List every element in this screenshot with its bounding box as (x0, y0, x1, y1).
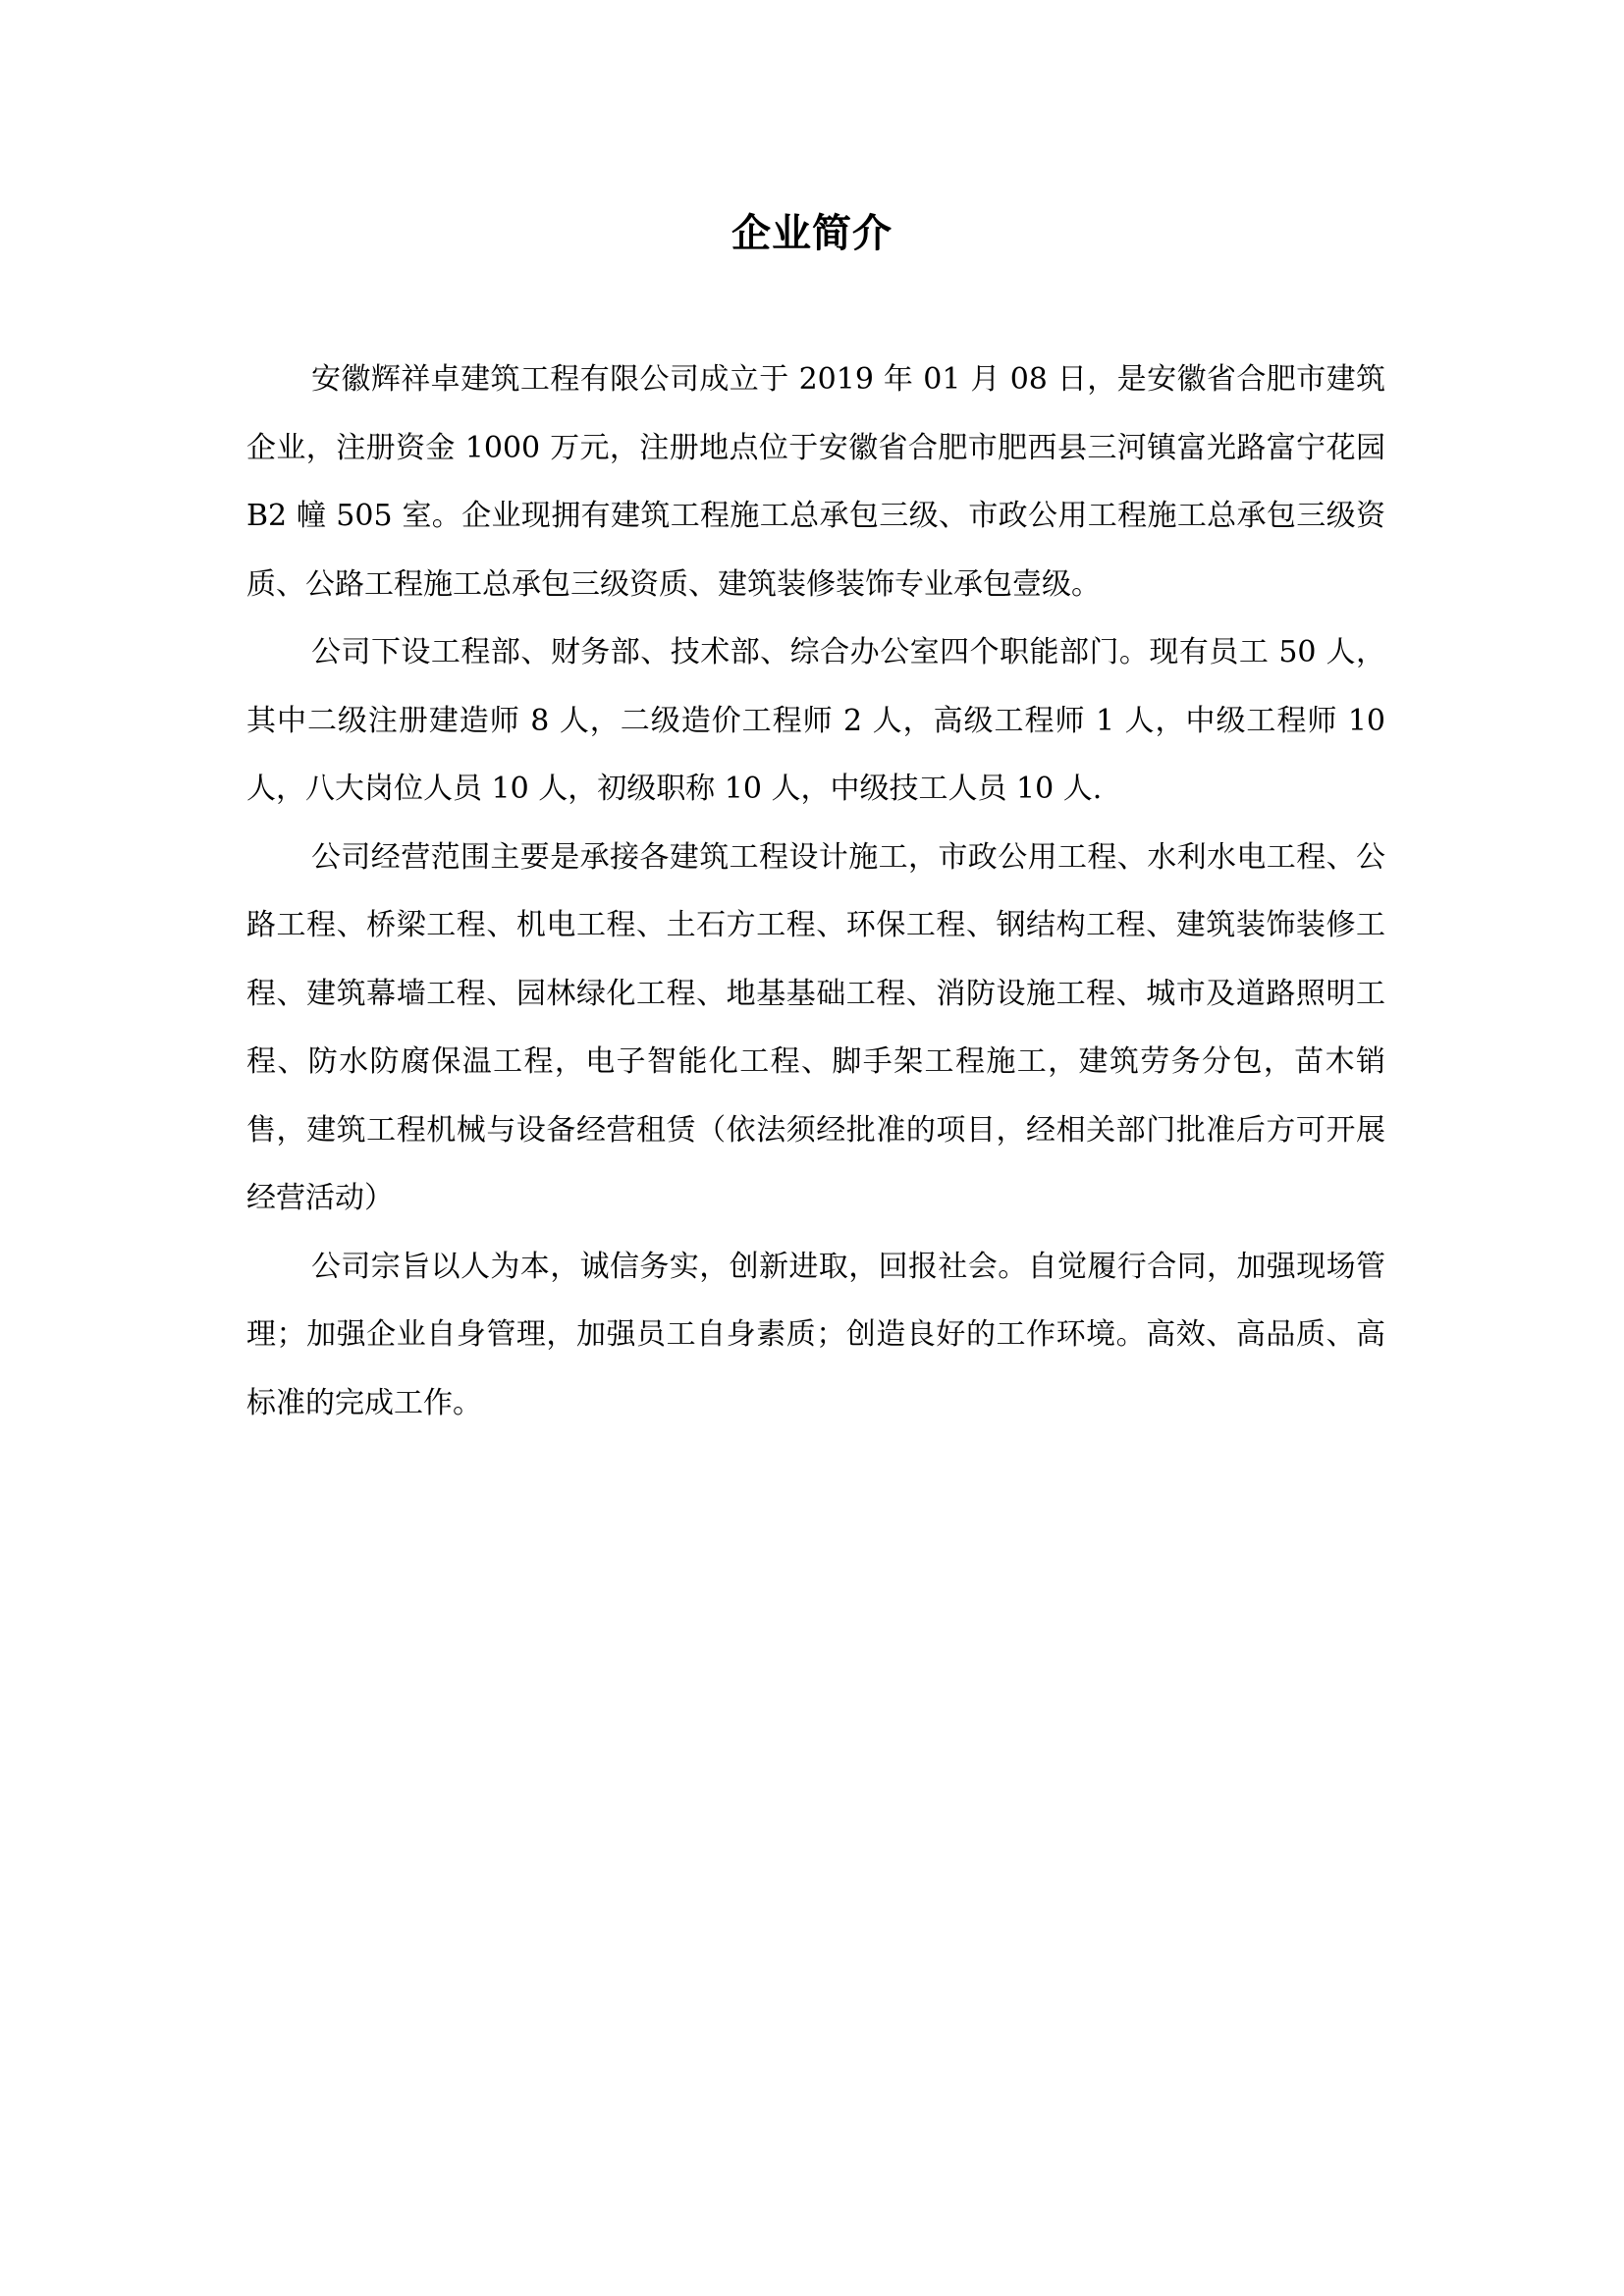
document-title: 企业简介 (731, 211, 893, 256)
paragraph-company-overview: 安徽辉祥卓建筑工程有限公司成立于 2019 年 01 月 08 日，是安徽省合肥市建筑企业，注册资金 1000 万元，注册地点位于安徽省合肥市肥西县三河镇富光路富宁花园 B2 幢 505 室。企业现拥有建筑工程施工总承包三级、市政公用工程施工总承包三级资质、公路工程施工总承包三级资质、建筑装修装饰专业承包壹级。 (246, 362, 1385, 602)
paragraph-business-scope: 公司经营范围主要是承接各建筑工程设计施工，市政公用工程、水利水电工程、公路工程、桥梁工程、机电工程、土石方工程、环保工程、钢结构工程、建筑装饰装修工程、建筑幕墙工程、园林绿化工程、地基基础工程、消防设施工程、城市及道路照明工程、防水防腐保温工程，电子智能化工程、脚手架工程施工，建筑劳务分包，苗木销售，建筑工程机械与设备经营租赁（依法须经批准的项目，经相关部门批准后方可开展经营活动） (246, 839, 1385, 1215)
document-body (246, 346, 1385, 1437)
paragraph-company-purpose: 公司宗旨以人为本，诚信务实，创新进取，回报社会。自觉履行合同，加强现场管理；加强企业自身管理，加强员工自身素质；创造良好的工作环境。高效、高品质、高标准的完成工作。 (246, 1249, 1385, 1420)
paragraph-departments-staff: 公司下设工程部、财务部、技术部、综合办公室四个职能部门。现有员工 50 人，其中二级注册建造师 8 人，二级造价工程师 2 人，高级工程师 1 人，中级工程师 10 人，八大岗位人员 10 人，初级职称 10 人，中级技工人员 10 人. (246, 635, 1385, 806)
